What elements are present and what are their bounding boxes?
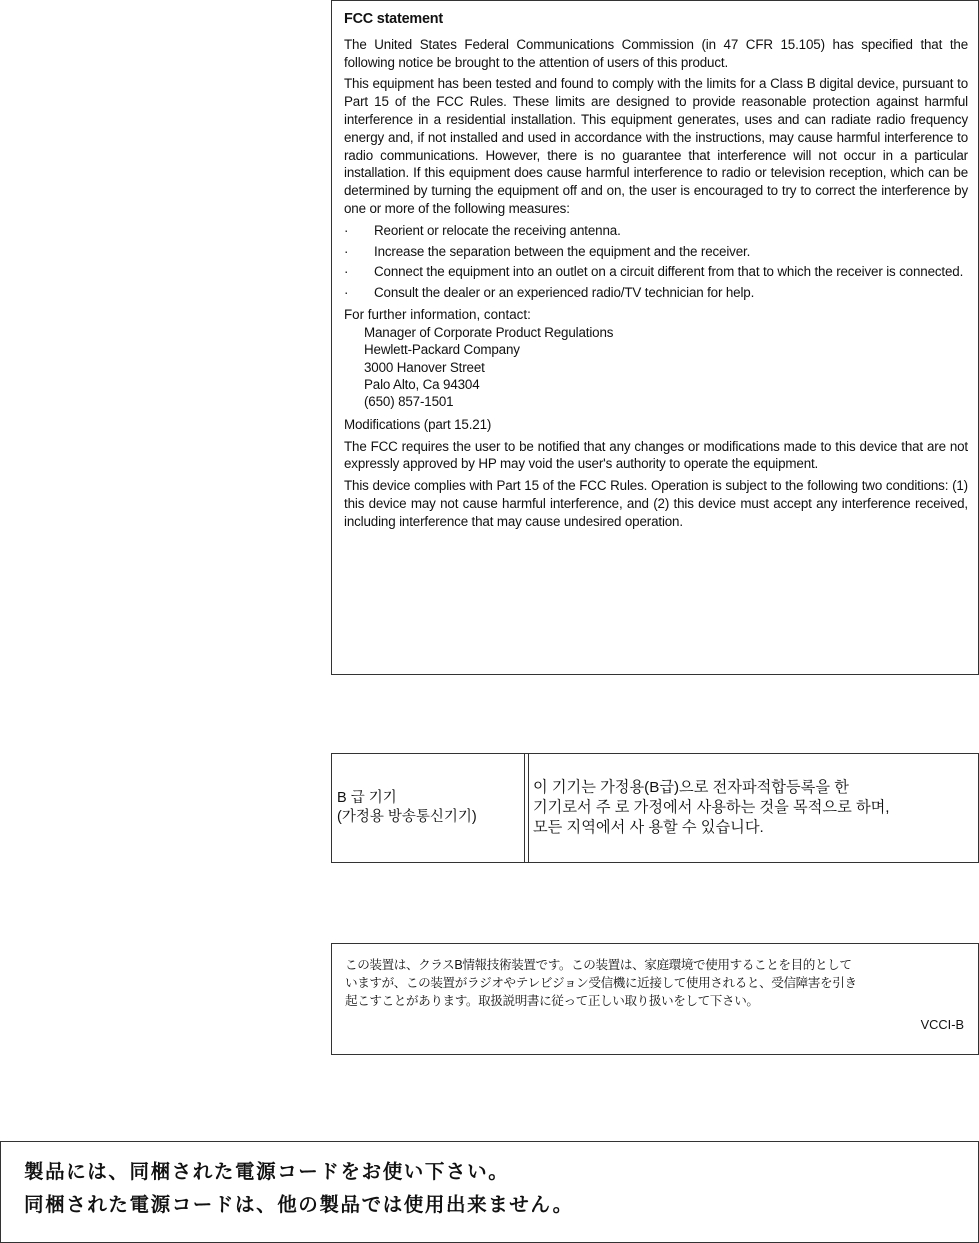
power-cord-notice-line: 製品には、同梱された電源コードをお使い下さい。 xyxy=(24,1161,510,1183)
korean-class-sublabel: (가정용 방송통신기기) xyxy=(337,809,477,825)
cell-divider xyxy=(528,754,529,862)
korean-notice-line: 이 기기는 가정용(B급)으로 전자파적합등록을 한 xyxy=(533,779,849,796)
list-item: · Connect the equipment into an outlet on a circuit different from that to which the receiver is connected. xyxy=(344,264,964,280)
fcc-contact-intro: For further information, contact: xyxy=(344,306,531,322)
list-item: · Consult the dealer or an experienced radio/TV technician for help. xyxy=(344,285,755,301)
bullet-icon: · xyxy=(344,264,349,280)
bullet-icon: · xyxy=(344,243,349,259)
power-cord-notice-box xyxy=(0,1141,979,1243)
vcci-notice-box xyxy=(331,943,979,1055)
fcc-modifications-paragraph: The FCC requires the user to be notified that any changes or modifications made to this device that are not expressly approved by HP may void the user's authority to operate the equipment. xyxy=(344,438,968,472)
vcci-notice-line: 起こすことがあります。取扱説明書に従って正しい取り扱いをして下さい。 xyxy=(345,994,759,1008)
fcc-contact-address xyxy=(344,324,968,411)
fcc-intro-paragraph: The United States Federal Communications Commission (in 47 CFR 15.105) has specified that the following notice be brought to the attention of users of this product. xyxy=(344,36,968,70)
bullet-icon: · xyxy=(344,285,349,301)
contact-line: Manager of Corporate Product Regulations xyxy=(364,324,614,340)
korean-class-b-box xyxy=(331,753,979,863)
fcc-statement-box xyxy=(331,0,979,675)
list-item: · Reorient or relocate the receiving antenna. xyxy=(344,222,621,238)
vcci-label: VCCI-B xyxy=(920,1017,964,1032)
contact-line: Hewlett-Packard Company xyxy=(364,342,520,358)
korean-notice-cell xyxy=(525,754,978,862)
korean-notice-line: 모든 지역에서 사 용할 수 있습니다. xyxy=(533,819,764,836)
fcc-title: FCC statement xyxy=(344,11,443,27)
contact-line: (650) 857-1501 xyxy=(364,394,454,410)
fcc-part15-paragraph: This device complies with Part 15 of the FCC Rules. Operation is subject to the following two conditions: (1) this device may not cause harmful interference, and (2) this device must accept any interference received, including interference that may cause undesired operation. xyxy=(344,478,968,529)
vcci-notice-line: いますが、この装置がラジオやテレビジョン受信機に近接して使用されると、受信障害を引き xyxy=(345,976,857,990)
fcc-modifications-heading: Modifications (part 15.21) xyxy=(344,416,492,432)
vcci-notice-line: この装置は、クラスB情報技術装置です。この装置は、家庭環境で使用することを目的として xyxy=(345,958,852,972)
korean-class-label: B 급 기기 xyxy=(337,790,397,806)
korean-notice-line: 기기로서 주 로 가정에서 사용하는 것을 목적으로 하며, xyxy=(533,799,890,816)
bullet-icon: · xyxy=(344,222,349,238)
fcc-measures-list xyxy=(344,222,968,302)
list-item: · Increase the separation between the equipment and the receiver. xyxy=(344,243,751,259)
fcc-compliance-paragraph: This equipment has been tested and found to comply with the limits for a Class B digital device, pursuant to Part 15 of the FCC Rules. These limits are designed to provide reasonable protection against harmful interference in a residential installation. This equipment generates, uses and can radiate radio frequency energy and, if not installed and used in accordance with the instructions, may cause harmful interference to radio communications. However, there is no guarantee that interference will not occur in a particular installation. If this equipment does cause harmful interference to radio or television reception, which can be determined by turning the equipment off and on, the user is encouraged to try to correct the interference by one or more of the following measures: xyxy=(344,76,968,216)
power-cord-notice-line: 同梱された電源コードは、他の製品では使用出来ません。 xyxy=(24,1194,574,1216)
contact-line: 3000 Hanover Street xyxy=(364,359,485,375)
contact-line: Palo Alto, Ca 94304 xyxy=(364,376,480,392)
fcc-contact-block xyxy=(344,306,968,411)
korean-class-label-cell xyxy=(332,754,525,862)
